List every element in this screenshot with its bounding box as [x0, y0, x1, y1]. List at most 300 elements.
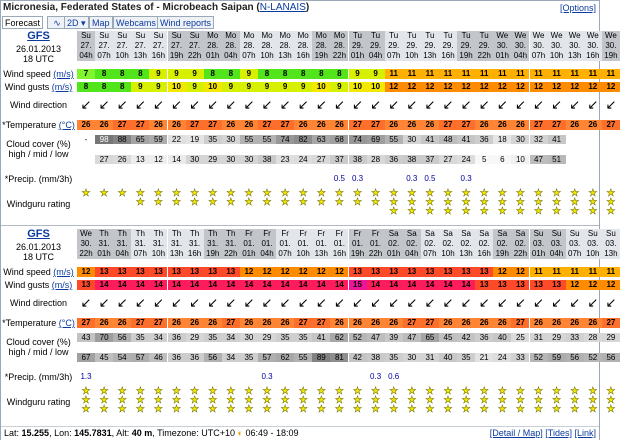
block2-precip-label: *Precip. (mm/3h) — [4, 372, 73, 382]
rating-cell — [95, 387, 113, 417]
cloud-low-cell: 35 — [385, 353, 403, 362]
temperature-cell: 26 — [475, 318, 493, 328]
star-icon: ★ — [135, 395, 145, 406]
precip-cell — [493, 372, 511, 382]
date-cell: 02. — [511, 239, 529, 249]
star-icon: ★ — [190, 395, 200, 406]
star-icon: ★ — [425, 188, 435, 199]
cloud-low-cell: 56 — [602, 353, 620, 362]
wind-arrow-icon: ↙ — [315, 295, 327, 310]
tab-forecast[interactable]: Forecast — [2, 16, 43, 29]
wind-speed-cell: 13 — [204, 267, 222, 277]
cloud-mid-cell — [493, 145, 511, 154]
wind-gust-cell: 14 — [312, 280, 330, 290]
day-cell: Fr — [276, 229, 294, 239]
wind-speed-cell: 13 — [385, 267, 403, 277]
cloud-high-cell: 59 — [149, 135, 167, 144]
star-icon: ★ — [588, 206, 598, 217]
cloud-mid-cell — [95, 145, 113, 154]
precip-cell — [131, 174, 149, 184]
rating-cell — [222, 387, 240, 417]
star-icon: ★ — [226, 188, 236, 199]
wind-gust-cell: 12 — [403, 82, 421, 92]
cloud-high-cell: 29 — [186, 333, 204, 342]
star-icon: ★ — [425, 404, 435, 415]
cloud-low-cell: 10 — [511, 155, 529, 164]
wind-gust-cell: 12 — [421, 82, 439, 92]
options-link[interactable]: [Options] — [559, 3, 596, 13]
tab-wind-reports[interactable]: Wind reports — [157, 16, 214, 29]
wind-arrow-icon: ↙ — [98, 97, 110, 112]
wind-speed-cell: 11 — [584, 267, 602, 277]
rating-cell — [204, 387, 222, 417]
wind-speed-cell: 9 — [149, 69, 167, 79]
cloud-high-cell: 62 — [330, 333, 348, 342]
hour-cell: 01h — [530, 249, 548, 259]
precip-cell — [312, 372, 330, 382]
precip-cell — [240, 372, 258, 382]
cloud-low-cell: 38 — [367, 353, 385, 362]
temperature-cell: 27 — [421, 318, 439, 328]
wind-arrow-icon: ↙ — [134, 295, 146, 310]
day-cell: Sa — [475, 229, 493, 239]
star-icon: ★ — [172, 197, 181, 208]
cloud-mid-cell — [385, 145, 403, 154]
wind-arrow-icon: ↙ — [297, 295, 309, 310]
star-icon: ★ — [389, 197, 399, 208]
star-icon: ★ — [117, 404, 127, 415]
wind-gust-cell: 9 — [258, 82, 276, 92]
star-icon: ★ — [81, 188, 91, 199]
cloud-mid-cell — [186, 343, 204, 352]
precip-cell — [584, 174, 602, 184]
day-cell: Fr — [330, 229, 348, 239]
wind-arrow-icon: ↙ — [225, 97, 237, 112]
hour-cell: 13h — [276, 51, 294, 61]
wind-gust-cell: 14 — [149, 280, 167, 290]
unit-ms-link[interactable]: (m/s) — [51, 82, 73, 92]
cloud-low-cell: 38 — [258, 155, 276, 164]
wind-speed-cell: 13 — [421, 267, 439, 277]
star-icon: ★ — [99, 188, 109, 199]
cloud-high-cell: - — [77, 135, 95, 144]
cloud-low-cell: 21 — [475, 353, 493, 362]
precip-cell: 0.3 — [370, 372, 382, 381]
star-icon: ★ — [262, 197, 272, 208]
rating-cell — [294, 387, 312, 417]
wind-gust-cell: 12 — [475, 82, 493, 92]
link-link[interactable]: [Link] — [574, 428, 596, 438]
cloud-mid-cell — [511, 343, 529, 352]
cloud-low-cell: 5 — [475, 155, 493, 164]
wind-arrow-icon: ↙ — [225, 295, 237, 310]
wind-gust-cell: 14 — [385, 280, 403, 290]
hour-cell: 07h — [131, 249, 149, 259]
hour-cell: 22h — [330, 51, 348, 61]
rating-cell — [276, 189, 294, 219]
star-icon: ★ — [570, 206, 580, 217]
date-cell: 31. — [186, 239, 204, 249]
star-icon: ★ — [353, 386, 362, 397]
date-cell: 28. — [294, 41, 312, 51]
rating-cell — [493, 387, 511, 417]
rating-cell — [294, 189, 312, 219]
cloud-high-cell: 74 — [276, 135, 294, 144]
date-cell: 27. — [77, 41, 95, 51]
cloud-high-cell: 19 — [186, 135, 204, 144]
rating-cell — [149, 189, 167, 219]
precip-cell — [95, 174, 113, 184]
star-icon: ★ — [208, 404, 218, 415]
cloud-mid-cell — [475, 343, 493, 352]
hour-cell: 19h — [204, 249, 222, 259]
date-cell: 03. — [584, 239, 602, 249]
cloud-mid-cell — [312, 145, 330, 154]
date-cell: 28. — [312, 41, 330, 51]
star-icon: ★ — [389, 188, 399, 199]
star-icon: ★ — [226, 395, 236, 406]
cloud-high-cell: 45 — [439, 333, 457, 342]
precip-cell: 0.5 — [424, 174, 436, 183]
date-cell: 01. — [367, 239, 385, 249]
cloud-low-cell: 23 — [276, 155, 294, 164]
hour-cell: 13h — [312, 249, 330, 259]
cloud-high-cell: 47 — [403, 333, 421, 342]
date-cell: 31. — [131, 239, 149, 249]
temperature-cell: 26 — [511, 120, 529, 130]
date-cell: 02. — [475, 239, 493, 249]
cloud-high-cell: 35 — [131, 333, 149, 342]
wind-gust-cell: 13 — [475, 280, 493, 290]
cloud-low-cell: 56 — [204, 353, 222, 362]
wind-arrow-icon: ↙ — [207, 295, 219, 310]
hour-cell: 22h — [77, 249, 95, 259]
star-icon: ★ — [479, 404, 489, 415]
cloud-low-cell: 24 — [493, 353, 511, 362]
star-icon: ★ — [606, 206, 616, 217]
star-icon: ★ — [497, 197, 507, 208]
star-icon: ★ — [135, 188, 145, 199]
hour-cell: 01h — [385, 249, 403, 259]
cloud-high-cell: 34 — [222, 333, 240, 342]
cloud-low-cell: 31 — [421, 353, 439, 362]
date-cell: 02. — [439, 239, 457, 249]
unit-c-link[interactable]: (°C) — [58, 120, 75, 130]
wind-arrow-icon: ↙ — [279, 295, 291, 310]
hour-cell: 16h — [584, 51, 602, 61]
star-icon: ★ — [552, 188, 562, 199]
detail-map-link[interactable]: [Detail / Map] — [489, 428, 543, 438]
spot-link[interactable]: N-LANAIS — [259, 2, 306, 13]
precip-cell: 0.3 — [406, 174, 418, 183]
precip-cell — [548, 174, 566, 184]
star-icon: ★ — [316, 395, 326, 406]
hour-cell: 07h — [421, 249, 439, 259]
block2-model-label — [1, 229, 76, 241]
date-cell: 03. — [602, 239, 620, 249]
precip-cell — [511, 174, 529, 184]
temperature-cell: 26 — [349, 318, 367, 328]
day-cell: We — [511, 31, 529, 41]
cloud-low-cell: 57 — [258, 353, 276, 362]
block2-wind-speed-label: Wind speed (m/s) — [3, 267, 74, 277]
day-cell: Th — [113, 229, 131, 239]
wind-gust-cell: 13 — [511, 280, 529, 290]
star-icon: ★ — [244, 188, 254, 199]
precip-cell — [204, 174, 222, 184]
precip-cell — [385, 174, 403, 184]
star-icon: ★ — [515, 395, 525, 406]
model-link[interactable]: GFS — [27, 30, 50, 42]
precip-cell — [548, 372, 566, 382]
wind-speed-cell: 13 — [349, 267, 367, 277]
day-cell: Mo — [222, 31, 240, 41]
day-cell: Tu — [349, 31, 367, 41]
day-cell: We — [566, 31, 584, 41]
temperature-cell: 26 — [186, 318, 204, 328]
wind-gust-cell: 10 — [312, 82, 330, 92]
wind-arrow-icon: ↙ — [134, 97, 146, 112]
hour-cell: 16h — [330, 249, 348, 259]
temperature-cell: 27 — [439, 120, 457, 130]
star-icon: ★ — [407, 188, 417, 199]
cloud-mid-cell — [584, 343, 602, 352]
wind-speed-cell: 13 — [131, 267, 149, 277]
date-cell: 30. — [530, 41, 548, 51]
cloud-low-cell: 57 — [131, 353, 149, 362]
star-icon: ★ — [117, 188, 127, 199]
star-icon: ★ — [443, 197, 453, 208]
wind-speed-cell: 9 — [186, 69, 204, 79]
cloud-low-cell: 55 — [294, 353, 312, 362]
star-icon: ★ — [407, 206, 417, 217]
cloud-mid-cell — [403, 343, 421, 352]
wind-arrow-icon: ↙ — [315, 97, 327, 112]
day-cell: We — [493, 31, 511, 41]
temperature-cell: 27 — [602, 120, 620, 130]
star-icon: ★ — [153, 404, 163, 415]
wave-icon[interactable]: ∿ — [47, 16, 67, 29]
wind-speed-cell: 13 — [149, 267, 167, 277]
wind-gust-cell: 14 — [222, 280, 240, 290]
wind-speed-cell: 11 — [439, 69, 457, 79]
date-cell: 31. — [149, 239, 167, 249]
date-cell: 30. — [602, 41, 620, 51]
date-cell: 29. — [349, 41, 367, 51]
precip-cell — [258, 174, 276, 184]
cloud-mid-cell — [385, 343, 403, 352]
cloud-mid-cell — [475, 145, 493, 154]
precip-cell: 1.3 — [80, 372, 92, 381]
date-cell: 01. — [258, 239, 276, 249]
cloud-mid-cell — [276, 145, 294, 154]
cloud-high-cell: 41 — [548, 135, 566, 144]
rating-cell — [548, 189, 566, 219]
cloud-mid-cell — [349, 145, 367, 154]
wind-arrow-icon: ↙ — [514, 97, 526, 112]
temperature-cell: 27 — [548, 120, 566, 130]
cloud-low-cell: 28 — [367, 155, 385, 164]
wind-gust-cell: 14 — [294, 280, 312, 290]
day-cell: Fr — [258, 229, 276, 239]
star-icon: ★ — [479, 197, 489, 208]
temperature-cell: 27 — [602, 318, 620, 328]
view-select[interactable]: 2D ▾ — [64, 16, 89, 29]
star-icon: ★ — [280, 197, 290, 208]
hour-cell: 04h — [511, 51, 529, 61]
star-icon: ★ — [208, 386, 218, 397]
block1-precip-label: *Precip. (mm/3h) — [4, 174, 73, 184]
precip-cell — [493, 174, 511, 184]
cloud-high-cell: 55 — [240, 135, 258, 144]
day-cell: Mo — [330, 31, 348, 41]
hour-cell: 04h — [222, 51, 240, 61]
cloud-low-cell: 67 — [77, 353, 95, 362]
cloud-low-cell: 36 — [385, 155, 403, 164]
precip-cell — [475, 174, 493, 184]
cloud-mid-cell — [240, 343, 258, 352]
cloud-high-cell: 36 — [168, 333, 186, 342]
star-icon: ★ — [570, 188, 580, 199]
unit-ms-link[interactable]: (m/s) — [51, 280, 73, 290]
wind-arrow-icon: ↙ — [569, 295, 581, 310]
wind-gust-cell: 14 — [258, 280, 276, 290]
wind-speed-cell: 9 — [240, 69, 258, 79]
hour-cell: 22h — [475, 51, 493, 61]
wind-speed-cell: 11 — [566, 267, 584, 277]
hour-cell: 19h — [602, 51, 620, 61]
cloud-high-cell: 30 — [240, 333, 258, 342]
unit-c-link[interactable]: (°C) — [58, 318, 75, 328]
wind-speed-cell: 13 — [403, 267, 421, 277]
cloud-high-cell: 22 — [168, 135, 186, 144]
date-cell: 27. — [113, 41, 131, 51]
star-icon: ★ — [425, 386, 435, 397]
wind-arrow-icon: ↙ — [116, 97, 128, 112]
star-icon: ★ — [262, 395, 272, 406]
day-cell: Su — [530, 229, 548, 239]
wind-speed-cell: 13 — [168, 267, 186, 277]
hour-cell: 10h — [149, 249, 167, 259]
date-cell: 27. — [131, 41, 149, 51]
hour-cell: 22h — [367, 249, 385, 259]
rating-cell — [421, 189, 439, 219]
temperature-cell: 26 — [439, 318, 457, 328]
cloud-mid-cell — [421, 145, 439, 154]
wind-speed-cell: 11 — [602, 267, 620, 277]
wind-gust-cell: 13 — [530, 280, 548, 290]
star-icon: ★ — [262, 386, 272, 397]
cloud-mid-cell — [548, 343, 566, 352]
day-cell: Sa — [493, 229, 511, 239]
wind-speed-cell: 13 — [439, 267, 457, 277]
block1-wind-dir-label: Wind direction — [9, 100, 68, 110]
cloud-mid-cell — [77, 145, 95, 154]
temperature-cell: 26 — [584, 120, 602, 130]
hour-cell: 07h — [240, 51, 258, 61]
wind-arrow-icon: ↙ — [152, 295, 164, 310]
tides-link[interactable]: [Tides] — [545, 428, 572, 438]
precip-cell: 0.5 — [333, 174, 345, 183]
star-icon: ★ — [334, 188, 344, 199]
temperature-cell: 26 — [548, 318, 566, 328]
temperature-cell: 26 — [457, 318, 475, 328]
model-link[interactable]: GFS — [27, 228, 50, 240]
rating-cell — [312, 387, 330, 417]
block1-utc-label: 18 UTC — [22, 54, 54, 64]
unit-ms-link[interactable]: (m/s) — [53, 267, 74, 277]
cloud-low-cell: 30 — [403, 353, 421, 362]
star-icon: ★ — [334, 404, 344, 415]
temperature-cell: 27 — [258, 120, 276, 130]
star-icon: ★ — [407, 404, 417, 415]
cloud-high-cell: 70 — [95, 333, 113, 342]
wind-gust-cell: 12 — [566, 280, 584, 290]
cloud-low-cell: 52 — [584, 353, 602, 362]
temperature-cell: 26 — [566, 318, 584, 328]
wind-arrow-icon: ↙ — [333, 97, 345, 112]
star-icon: ★ — [497, 188, 507, 199]
day-cell: Su — [95, 31, 113, 41]
wind-gust-cell: 14 — [439, 280, 457, 290]
unit-ms-link[interactable]: (m/s) — [53, 69, 74, 79]
wind-speed-cell: 8 — [113, 69, 131, 79]
rating-cell — [168, 387, 186, 417]
temperature-cell: 26 — [385, 120, 403, 130]
tab-webcams[interactable]: Webcams — [113, 16, 159, 29]
star-icon: ★ — [425, 197, 435, 208]
precip-cell — [421, 372, 439, 382]
temperature-cell: 26 — [385, 318, 403, 328]
star-icon: ★ — [172, 395, 181, 406]
day-cell: Th — [204, 229, 222, 239]
hour-cell: 16h — [149, 51, 167, 61]
wind-speed-cell: 12 — [240, 267, 258, 277]
star-icon: ★ — [172, 404, 181, 415]
wind-arrow-icon: ↙ — [297, 97, 309, 112]
star-icon: ★ — [588, 386, 598, 397]
cloud-mid-cell — [149, 145, 167, 154]
wind-arrow-icon: ↙ — [171, 295, 182, 310]
date-cell: 29. — [403, 41, 421, 51]
date-cell: 30. — [77, 239, 95, 249]
date-cell: 27. — [186, 41, 204, 51]
rating-cell — [566, 189, 584, 219]
wind-gust-cell: 8 — [95, 82, 113, 92]
day-cell: Mo — [294, 31, 312, 41]
star-icon: ★ — [588, 395, 598, 406]
wind-gust-cell: 14 — [186, 280, 204, 290]
wind-arrow-icon: ↙ — [189, 295, 201, 310]
tab-map[interactable]: Map — [89, 16, 113, 29]
spot-title: Micronesia, Federated States of - Microbeach Saipan — [3, 2, 254, 13]
star-icon: ★ — [389, 395, 399, 406]
wind-gust-cell: 9 — [276, 82, 294, 92]
cloud-mid-cell — [294, 343, 312, 352]
date-cell: 27. — [149, 41, 167, 51]
cloud-low-cell: 27 — [312, 155, 330, 164]
temperature-cell: 26 — [493, 120, 511, 130]
star-icon: ★ — [371, 395, 381, 406]
wind-speed-cell: 12 — [511, 267, 529, 277]
temperature-cell: 26 — [421, 120, 439, 130]
cloud-high-cell: 18 — [493, 135, 511, 144]
wind-gust-cell: 14 — [276, 280, 294, 290]
star-icon: ★ — [570, 404, 580, 415]
wind-speed-cell: 12 — [258, 267, 276, 277]
sun-icon: ◐ — [237, 428, 243, 438]
cloud-mid-cell — [149, 343, 167, 352]
